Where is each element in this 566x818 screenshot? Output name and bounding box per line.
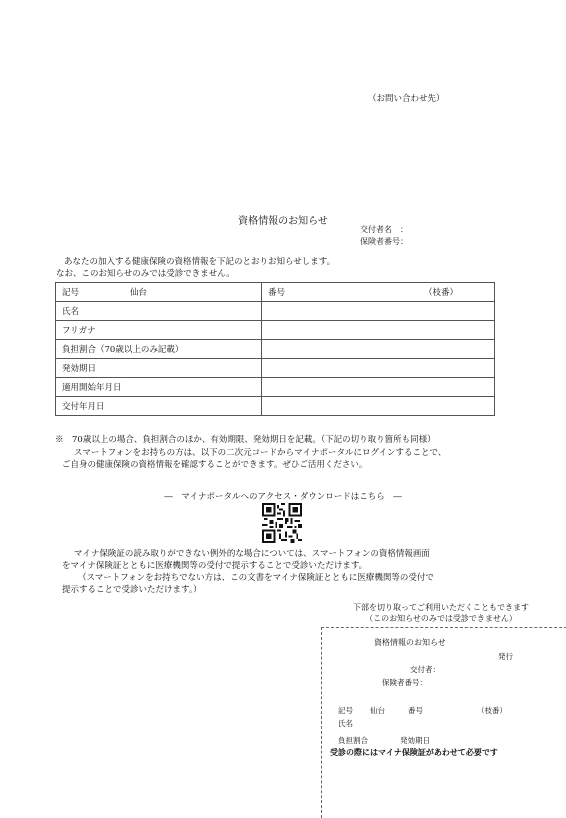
table-row xyxy=(56,397,495,416)
exception-line-3: （スマートフォンをお持ちでない方は、この文書をマイナ保険証とともに医療機関等の受付で xyxy=(78,573,434,583)
cut-note-line-2: （このお知らせのみでは受診できません） xyxy=(365,614,517,623)
burden-label: 負担割合（70歳以上のみ記載） xyxy=(56,340,262,359)
intro-line-2: なお、このお知らせのみでは受診できません。 xyxy=(56,269,235,279)
slip-issuer-label: 交付者： xyxy=(410,665,440,674)
smartphone-line-1: スマートフォンをお持ちの方は、以下の二次元コードからマイナポータルにログインすることで、 xyxy=(74,448,447,458)
cut-note xyxy=(353,602,529,624)
table-row xyxy=(56,321,495,340)
table-row xyxy=(56,378,495,397)
exception-line-2: をマイナ保険証とともに医療機関等の受付で提示することで受診いただけます。 xyxy=(62,561,368,571)
kigo-label: 記号 xyxy=(62,288,80,298)
effective-date-value xyxy=(262,359,495,378)
slip-effective-date-label: 発効期日 xyxy=(400,736,430,745)
start-date-label: 適用開始年月日 xyxy=(56,378,262,397)
issue-date-value xyxy=(262,397,495,416)
exception-text xyxy=(62,548,434,596)
edaban-label: （枝番） xyxy=(423,288,458,298)
slip-insurer-number-label: 保険者番号： xyxy=(382,678,427,687)
table-row xyxy=(56,359,495,378)
start-date-value xyxy=(262,378,495,397)
effective-date-label: 発効期日 xyxy=(56,359,262,378)
slip-name-label: 氏名 xyxy=(338,719,353,728)
cut-note-line-1: 下部を切り取ってご利用いただくこともできます xyxy=(353,603,529,612)
furigana-value xyxy=(262,321,495,340)
slip-title: 資格情報のお知らせ xyxy=(374,638,446,647)
issue-date-label: 交付年月日 xyxy=(56,397,262,416)
bango-label: 番号 xyxy=(268,288,286,298)
slip-burden-label: 負担割合 xyxy=(338,736,368,745)
exception-line-4: 提示することで受診いただけます。） xyxy=(62,585,202,595)
age-note: ※ 70歳以上の場合、負担割合のほか、有効期限、発効期日を記載。（下記の切り取り箇所も同様） xyxy=(55,435,436,445)
qr-code-icon[interactable] xyxy=(262,503,302,543)
slip-kigo-value: 仙台 xyxy=(370,706,385,715)
kigo-value: 仙台 xyxy=(130,288,148,298)
mynaportal-heading: ― マイナポータルへのアクセス・ダウンロードはこちら ― xyxy=(164,492,402,502)
table-row xyxy=(56,302,495,321)
slip-issued-label: 発行 xyxy=(498,652,513,661)
smartphone-line-2: ご自身の健康保険の資格情報を確認することができます。ぜひご活用ください。 xyxy=(62,460,368,470)
intro-text xyxy=(56,256,335,280)
contact-label: （お問い合わせ先） xyxy=(368,94,445,104)
qualification-table xyxy=(55,282,495,416)
issuer-name-label: 交付者名 ： xyxy=(360,225,408,234)
bango-cell xyxy=(262,283,495,302)
insurer-number-label: 保険者番号： xyxy=(360,237,408,246)
furigana-label: フリガナ xyxy=(56,321,262,340)
smartphone-text xyxy=(62,447,446,471)
table-row-kigo xyxy=(56,283,495,302)
kigo-cell xyxy=(56,283,262,302)
slip-kigo-label: 記号 xyxy=(338,706,353,715)
document-title: 資格情報のお知らせ xyxy=(238,216,328,227)
name-label: 氏名 xyxy=(56,302,262,321)
name-value xyxy=(262,302,495,321)
slip-edaban-label: （枝番） xyxy=(477,706,507,715)
slip-bango-label: 番号 xyxy=(408,706,423,715)
table-row xyxy=(56,340,495,359)
burden-value xyxy=(262,340,495,359)
slip-warning: 受診の際にはマイナ保険証があわせて必要です xyxy=(330,747,498,757)
detachable-slip xyxy=(321,627,566,818)
intro-line-1: あなたの加入する健康保険の資格情報を下記のとおりお知らせします。 xyxy=(64,257,336,267)
issuer-block xyxy=(360,224,408,248)
exception-line-1: マイナ保険証の読み取りができない例外的な場合については、スマートフォンの資格情報画面 xyxy=(74,549,430,559)
